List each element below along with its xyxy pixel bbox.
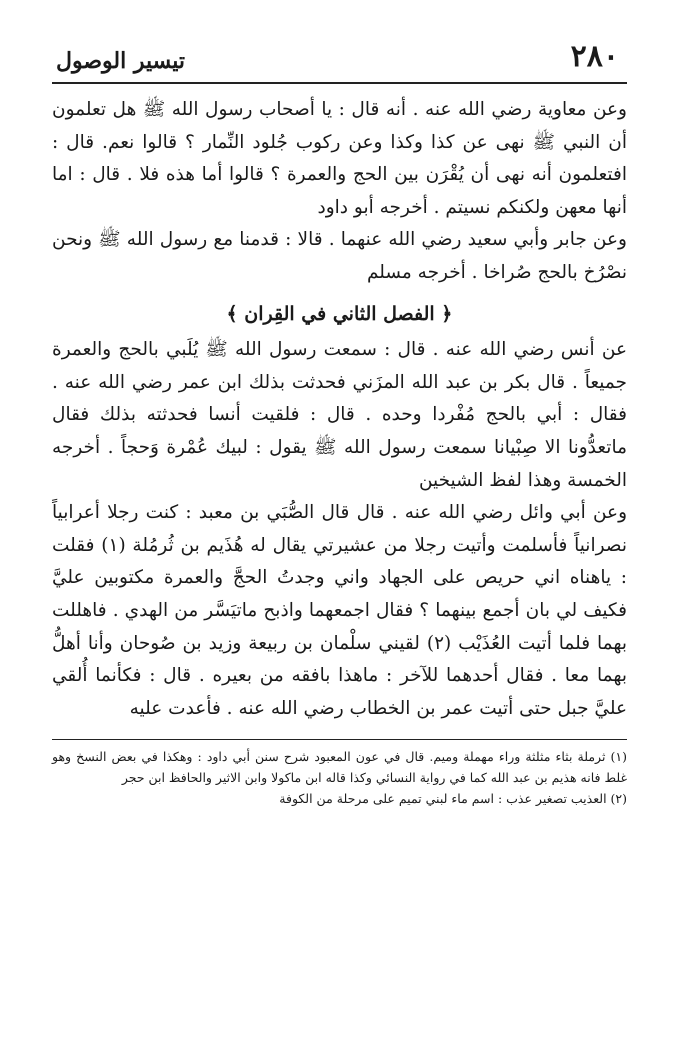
paragraph: وعن معاوية رضي الله عنه . أنه قال : يا أصحاب رسول الله ﷺ هل تعلمون أن النبي ﷺ نهى عن كذا وكذا وعن ركوب جُلود النِّمار ؟ قالوا نعم. قال : افتعلمون أنه نهى أن يُقْرَن بين الحج والعمرة ؟ قالوا أما هذه فلا . قال : اما أنها معهن ولكنكم نسيتم . أخرجه أبو داود bbox=[52, 99, 627, 218]
footnote-rule bbox=[52, 739, 627, 740]
page-header bbox=[52, 30, 627, 76]
paragraph: عن أنس رضي الله عنه . قال : سمعت رسول الله ﷺ يُلَبي بالحج والعمرة جميعاً . قال بكر بن عبد الله المزَني فحدثت بذلك ابن عمر رضي الله عنه . فقال : أبي بالحج مُفْردا وحده . قال : فلقيت أنسا فحدثته بذلك فقال ماتعدُّونا الا صِبْيانا سمعت رسول الله ﷺ يقول : لبيك عُمْرة وَحجاً . أخرجه الخمسة وهذا لفظ الشيخين bbox=[52, 339, 627, 491]
section-heading: ﴿ الفصل الثاني في القِران ﴾ bbox=[226, 302, 453, 325]
paragraph: وعن جابر وأبي سعيد رضي الله عنهما . قالا : قدمنا مع رسول الله ﷺ ونحن نصْرُخ بالحج صُراخا . أخرجه مسلم bbox=[52, 229, 627, 283]
footnotes bbox=[52, 746, 627, 809]
footnote: (٢) العذيب تصغير عذب : اسم ماء لبني تميم على مرحلة من الكوفة bbox=[279, 791, 627, 807]
main-text bbox=[52, 94, 627, 725]
running-title: تيسير الوصول bbox=[56, 48, 186, 74]
header-rule bbox=[52, 82, 627, 84]
paragraph: وعن أبي وائل رضي الله عنه . قال قال الصُّبَي بن معبد : كنت رجلا أعرابياً نصرانياً فأسلمت وأتيت رجلا من عشيرتي يقال له هُذَيم بن ثُرمُلة (١) فقلت : ياهناه اني حريص على الجهاد واني وجدتُ الحجَّ والعمرة مكتوبين عليَّ فكيف لي بان أجمع بينهما ؟ فقال اجمعهما واذبح ماتيَسَّر من الهدي . فاهللت بهما فلما أتيت العُذَيْب (٢) لقيني سلْمان بن ربيعة وزيد بن صُوحان وأنا أهلُّ بهما معا . فقال أحدهما للآخر : ماهذا بافقه من بعيره . قال : فكأنما أُلقي عليَّ جبل حتى أتيت عمر بن الخطاب رضي الله عنه . فأعدت عليه bbox=[52, 502, 628, 719]
page-number: ٢٨٠ bbox=[570, 39, 619, 74]
footnote: (١) ثرملة بثاء مثلثة وراء مهملة وميم. قال في عون المعبود شرح سنن أبي داود : وهكذا في بعض النسخ وهو غلط فانه هذيم بن عبد الله كما في رواية النسائي وكذا قاله ابن ماكولا وابن الاثير والحافظ ابن حجر bbox=[52, 749, 627, 786]
